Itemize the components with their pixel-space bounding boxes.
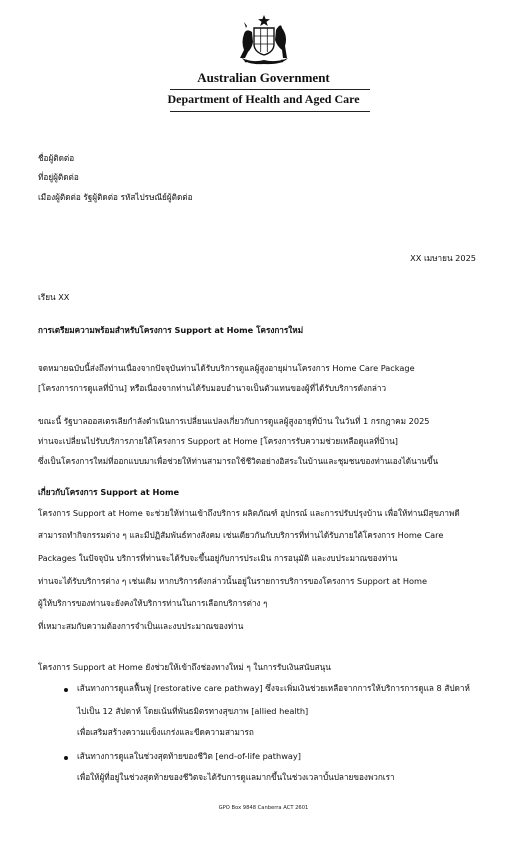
header-divider-bottom (170, 111, 370, 112)
section-heading: เกี่ยวกับโครงการ Support at Home (38, 487, 180, 497)
salutation: เรียน XX (38, 292, 70, 302)
department-name: Department of Health and Aged Care (167, 92, 360, 106)
paragraph-line: ขณะนี้ รัฐบาลออสเตรเลียกำลังดำเนินการเปลี่ยนแปลงเกี่ยวกับการดูแลผู้สูงอายุที่บ้าน ในวันที่ 1 กรกฎาคม 2025 (38, 416, 430, 426)
list-item-line: เพื่อเสริมสร้างความแข็งแกร่งและขีดความสามารถ (77, 727, 254, 737)
paragraph-line: ผู้ให้บริการของท่านจะยังคงให้บริการท่านในการเลือกบริการต่าง ๆ (38, 598, 268, 608)
paragraph-line: โครงการ Support at Home ยังช่วยให้เข้าถึงช่องทางใหม่ ๆ ในการรับเงินสนับสนุน (38, 662, 331, 672)
header-divider (170, 89, 370, 90)
paragraph-line: ท่านจะได้รับบริการต่าง ๆ เช่นเดิม หากบริการดังกล่าวนั้นอยู่ในรายการบริการของโครงการ Support at Home (38, 576, 428, 586)
bullet-dot-icon (64, 756, 68, 760)
paragraph-line: ท่านจะเปลี่ยนไปรับบริการภายใต้โครงการ Support at Home [โครงการรับความช่วยเหลือดูแลที่บ้าน] (38, 436, 398, 446)
government-name: Australian Government (197, 70, 330, 85)
list-item-line: เส้นทางการดูแลในช่วงสุดท้ายของชีวิต [end-of-life pathway] (77, 751, 301, 761)
paragraph-line: สามารถทำกิจกรรมต่าง ๆ และมีปฏิสัมพันธ์ทางสังคม เช่นเดียวกันกับบริการที่ท่านได้รับภายใต้โครงการ Home Care (38, 530, 444, 540)
paragraph-line: ซึ่งเป็นโครงการใหม่ที่ออกแบบมาเพื่อช่วยให้ท่านสามารถใช้ชีวิตอย่างอิสระในบ้านและชุมชนของท่านเองได้นานขึ้น (38, 456, 439, 466)
list-item-line: ไปเป็น 12 สัปดาห์ โดยเน้นที่พันธมิตรทางสุขภาพ [allied health] (77, 706, 309, 716)
paragraph-line: [โครงการการดูแลที่บ้าน] หรือเนื่องจากท่านได้รับมอบอำนาจเป็นตัวแทนของผู้ที่ได้รับบริการดังกล่าว (38, 383, 387, 393)
letter-subject: การเตรียมความพร้อมสำหรับโครงการ Support at Home โครงการใหม่ (38, 325, 304, 335)
paragraph-line: ที่เหมาะสมกับความต้องการจำเป็นและงบประมาณของท่าน (38, 621, 244, 631)
paragraph-line: โครงการ Support at Home จะช่วยให้ท่านเข้าถึงบริการ ผลิตภัณฑ์ อุปกรณ์ และการปรับปรุงบ้าน เพื่อให้ท่านมีสุขภาพดี (38, 508, 460, 518)
bullet-dot-icon (64, 688, 68, 692)
paragraph-line: Packages ในปัจจุบัน บริการที่ท่านจะได้รับจะขึ้นอยู่กับการประเมิน การอนุมัติ และงบประมาณของท่าน (38, 553, 398, 563)
footer-address: GPO Box 9848 Canberra ACT 2601 (218, 805, 309, 811)
list-item-line: เพื่อให้ผู้ที่อยู่ในช่วงสุดท้ายของชีวิตจะได้รับการดูแลมากขึ้นในช่วงเวลาบั้นปลายของพวกเรา (77, 772, 395, 782)
paragraph-line: จดหมายฉบับนี้ส่งถึงท่านเนื่องจากปัจจุบันท่านได้รับบริการดูแลผู้สูงอายุผ่านโครงการ Home Care Package (38, 363, 415, 373)
recipient-address: ที่อยู่ผู้ติดต่อ (38, 172, 79, 182)
recipient-locality: เมืองผู้ติดต่อ รัฐผู้ติดต่อ รหัสไปรษณีย์ผู้ติดต่อ (38, 192, 193, 202)
coat-of-arms-icon (232, 14, 296, 66)
recipient-name: ชื่อผู้ติดต่อ (38, 153, 75, 163)
list-item-line: เส้นทางการดูแลฟื้นฟู [restorative care pathway] ซึ่งจะเพิ่มเงินช่วยเหลือจากการให้บริการการดูแล 8 สัปดาห์ (77, 683, 470, 693)
letter-date: XX เมษายน 2025 (410, 253, 476, 263)
